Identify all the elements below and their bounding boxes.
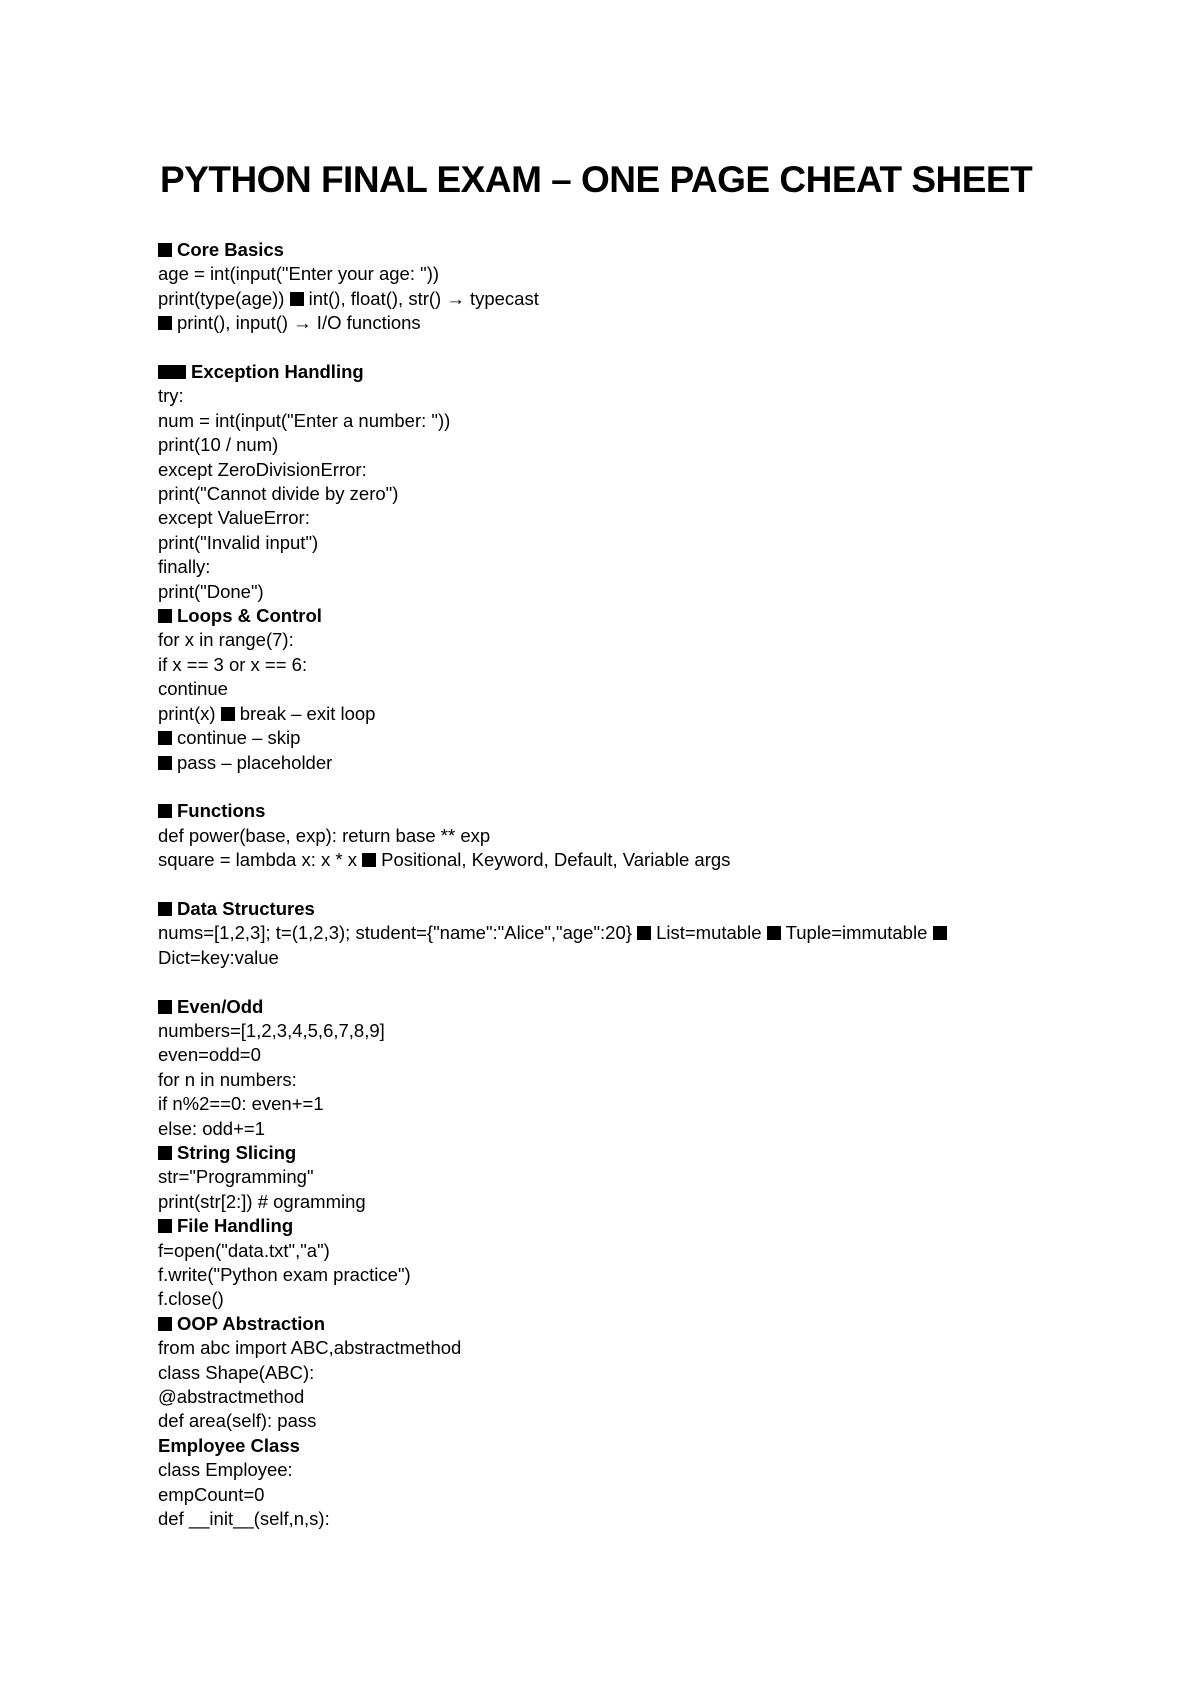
bullet-square-icon: [290, 292, 304, 306]
code-line: for x in range(7):: [158, 629, 294, 651]
page-title: PYTHON FINAL EXAM – ONE PAGE CHEAT SHEET: [160, 159, 1033, 200]
code-text: print(type(age)): [158, 287, 285, 309]
section-heading-text: File Handling: [177, 1215, 294, 1237]
bullet-square-icon: [158, 756, 172, 770]
bullet-square-icon: [158, 1146, 172, 1160]
bullet-square-icon: [933, 926, 947, 940]
code-text: continue – skip: [177, 727, 301, 749]
code-line: Dict=key:value: [158, 946, 279, 968]
bullet-square-icon: [158, 1317, 172, 1331]
code-line: else: odd+=1: [158, 1117, 265, 1139]
code-line: f.write("Python exam practice"): [158, 1264, 411, 1285]
code-text: print(), input() → I/O functions: [177, 312, 421, 334]
section-heading-text: String Slicing: [177, 1141, 297, 1163]
code-line: str="Programming": [158, 1166, 314, 1188]
code-line: [158, 848, 1058, 872]
code-line: print(str[2:]) # ogramming: [158, 1190, 366, 1212]
section-heading-loops-control: [158, 604, 1058, 628]
code-line: [158, 921, 1058, 945]
code-line: numbers=[1,2,3,4,5,6,7,8,9]: [158, 1019, 385, 1041]
section-heading-exception-handling: [158, 360, 1058, 384]
section-heading-text: Exception Handling: [191, 361, 364, 383]
code-text: nums=[1,2,3]; t=(1,2,3); student={"name":"Alice","age":20}: [158, 922, 632, 944]
code-line: print("Cannot divide by zero"): [158, 483, 399, 505]
code-line: for n in numbers:: [158, 1068, 297, 1090]
code-line: print("Invalid input"): [158, 531, 319, 553]
code-line: class Employee:: [158, 1459, 293, 1481]
bullet-square-icon: [158, 609, 172, 623]
section-heading-oop-abstraction: [158, 1312, 1058, 1336]
cheat-sheet-content: [158, 238, 1058, 1531]
code-line: def __init__(self,n,s):: [158, 1508, 330, 1530]
code-line: def power(base, exp): return base ** exp: [158, 824, 491, 846]
bullet-square-icon: [158, 731, 172, 745]
bullet-square-icon: [767, 926, 781, 940]
section-heading-text: Functions: [177, 800, 266, 822]
code-line: num = int(input("Enter a number: ")): [158, 409, 451, 431]
code-text: Positional, Keyword, Default, Variable args: [381, 849, 731, 871]
bullet-square-icon: [158, 902, 172, 916]
code-line: except ZeroDivisionError:: [158, 458, 367, 480]
bullet-square-icon: [158, 243, 172, 257]
section-heading-text: Core Basics: [177, 239, 284, 260]
code-line: def area(self): pass: [158, 1410, 317, 1432]
code-line: except ValueError:: [158, 507, 310, 529]
code-text: print(x): [158, 702, 216, 724]
code-line: @abstractmethod: [158, 1386, 305, 1408]
code-line: empCount=0: [158, 1483, 265, 1505]
section-heading-employee-class: Employee Class: [158, 1434, 300, 1456]
bullet-square-icon: [158, 365, 172, 379]
code-line: finally:: [158, 556, 211, 578]
section-heading-file-handling: [158, 1214, 1058, 1238]
section-heading-text: Data Structures: [177, 897, 315, 919]
code-line: print("Done"): [158, 580, 264, 602]
section-heading-core-basics: [158, 238, 1058, 262]
code-line: [158, 311, 1058, 335]
bullet-square-icon: [158, 1219, 172, 1233]
code-line: [158, 702, 1058, 726]
code-line: [158, 726, 1058, 750]
section-heading-string-slicing: [158, 1141, 1058, 1165]
code-text: square = lambda x: x * x: [158, 849, 357, 871]
code-text: List=mutable: [656, 922, 762, 944]
code-line: [158, 751, 1058, 775]
section-heading-text: OOP Abstraction: [177, 1312, 326, 1334]
section-heading-text: Loops & Control: [177, 605, 322, 627]
bullet-square-icon: [158, 804, 172, 818]
code-line: print(10 / num): [158, 434, 279, 456]
code-line: continue: [158, 678, 228, 700]
section-heading-functions: [158, 799, 1058, 823]
code-text: int(), float(), str() → typecast: [308, 287, 539, 309]
bullet-square-icon: [221, 707, 235, 721]
bullet-square-icon: [637, 926, 651, 940]
code-line: if x == 3 or x == 6:: [158, 653, 308, 675]
code-line: f=open("data.txt","a"): [158, 1239, 330, 1261]
code-line: even=odd=0: [158, 1044, 261, 1066]
code-line: f.close(): [158, 1288, 224, 1310]
code-text: Tuple=immutable: [785, 922, 928, 944]
code-line: try:: [158, 385, 184, 407]
section-heading-text: Even/Odd: [177, 995, 264, 1017]
code-line: from abc import ABC,abstractmethod: [158, 1337, 462, 1359]
code-text: pass – placeholder: [177, 751, 333, 773]
section-heading-even-odd: [158, 995, 1058, 1019]
bullet-square-icon: [172, 365, 186, 379]
code-text: break – exit loop: [239, 702, 376, 724]
code-line: if n%2==0: even+=1: [158, 1093, 324, 1115]
bullet-square-icon: [362, 853, 376, 867]
section-heading-data-structures: [158, 897, 1058, 921]
code-line: class Shape(ABC):: [158, 1361, 315, 1383]
bullet-square-icon: [158, 1000, 172, 1014]
code-line: age = int(input("Enter your age: ")): [158, 263, 440, 285]
code-line: [158, 287, 1058, 311]
bullet-square-icon: [158, 316, 172, 330]
